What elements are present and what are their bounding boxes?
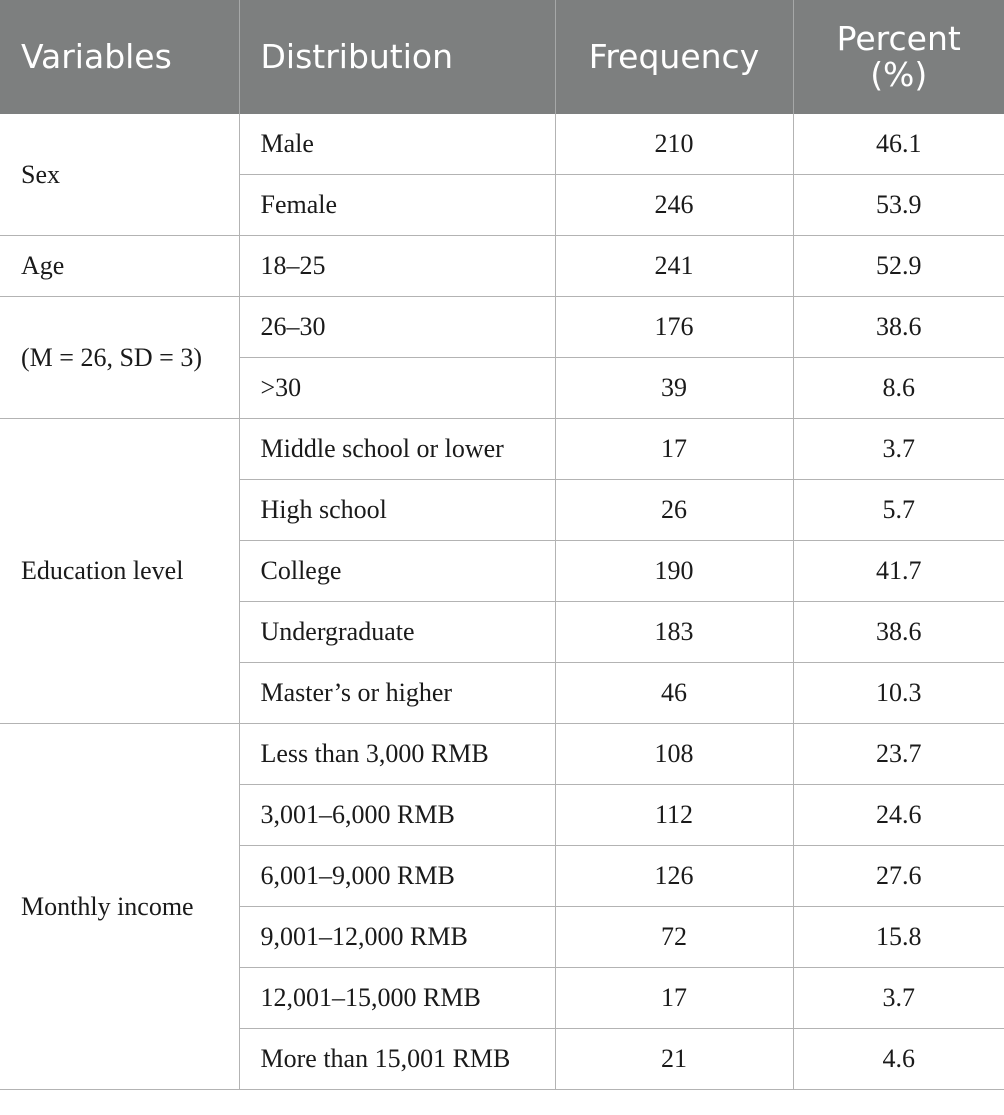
frequency-cell: 190 [555, 541, 793, 602]
variable-cell: Monthly income [0, 724, 239, 1090]
distribution-cell: Master’s or higher [239, 663, 555, 724]
distribution-cell: Undergraduate [239, 602, 555, 663]
variable-cell: Sex [0, 114, 239, 236]
header-variables: Variables [0, 0, 239, 114]
percent-cell: 3.7 [793, 419, 1004, 480]
percent-cell: 8.6 [793, 358, 1004, 419]
distribution-cell: 26–30 [239, 297, 555, 358]
percent-cell: 5.7 [793, 480, 1004, 541]
percent-cell: 4.6 [793, 1029, 1004, 1090]
distribution-cell: 12,001–15,000 RMB [239, 968, 555, 1029]
frequency-cell: 39 [555, 358, 793, 419]
variable-cell: Education level [0, 419, 239, 724]
distribution-cell: College [239, 541, 555, 602]
distribution-cell: Female [239, 175, 555, 236]
distribution-cell: 18–25 [239, 236, 555, 297]
percent-cell: 52.9 [793, 236, 1004, 297]
distribution-cell: Middle school or lower [239, 419, 555, 480]
variable-cell: (M = 26, SD = 3) [0, 297, 239, 419]
header-percent-line1: Percent [836, 19, 961, 58]
distribution-cell: 6,001–9,000 RMB [239, 846, 555, 907]
frequency-cell: 246 [555, 175, 793, 236]
frequency-cell: 17 [555, 419, 793, 480]
distribution-cell: 3,001–6,000 RMB [239, 785, 555, 846]
header-percent [793, 0, 1004, 114]
header-distribution: Distribution [239, 0, 555, 114]
percent-cell: 3.7 [793, 968, 1004, 1029]
header-percent-line2: (%) [870, 55, 928, 94]
distribution-cell: Male [239, 114, 555, 175]
percent-cell: 23.7 [793, 724, 1004, 785]
table-row [0, 419, 1004, 480]
frequency-cell: 108 [555, 724, 793, 785]
table-header [0, 0, 1004, 114]
percent-cell: 15.8 [793, 907, 1004, 968]
frequency-cell: 183 [555, 602, 793, 663]
frequency-cell: 241 [555, 236, 793, 297]
distribution-cell: Less than 3,000 RMB [239, 724, 555, 785]
distribution-cell: >30 [239, 358, 555, 419]
variable-cell: Age [0, 236, 239, 297]
table-row [0, 297, 1004, 358]
percent-cell: 24.6 [793, 785, 1004, 846]
percent-cell: 41.7 [793, 541, 1004, 602]
frequency-cell: 126 [555, 846, 793, 907]
percent-cell: 46.1 [793, 114, 1004, 175]
percent-cell: 38.6 [793, 297, 1004, 358]
frequency-cell: 26 [555, 480, 793, 541]
percent-cell: 53.9 [793, 175, 1004, 236]
table-row [0, 236, 1004, 297]
frequency-cell: 21 [555, 1029, 793, 1090]
frequency-cell: 176 [555, 297, 793, 358]
frequency-cell: 210 [555, 114, 793, 175]
distribution-cell: More than 15,001 RMB [239, 1029, 555, 1090]
table-body [0, 114, 1004, 1090]
distribution-cell: 9,001–12,000 RMB [239, 907, 555, 968]
frequency-cell: 72 [555, 907, 793, 968]
frequency-cell: 112 [555, 785, 793, 846]
percent-cell: 10.3 [793, 663, 1004, 724]
header-row [0, 0, 1004, 114]
header-frequency: Frequency [555, 0, 793, 114]
table-row [0, 724, 1004, 785]
frequency-cell: 46 [555, 663, 793, 724]
percent-cell: 38.6 [793, 602, 1004, 663]
percent-cell: 27.6 [793, 846, 1004, 907]
table-row [0, 114, 1004, 175]
distribution-cell: High school [239, 480, 555, 541]
frequency-cell: 17 [555, 968, 793, 1029]
